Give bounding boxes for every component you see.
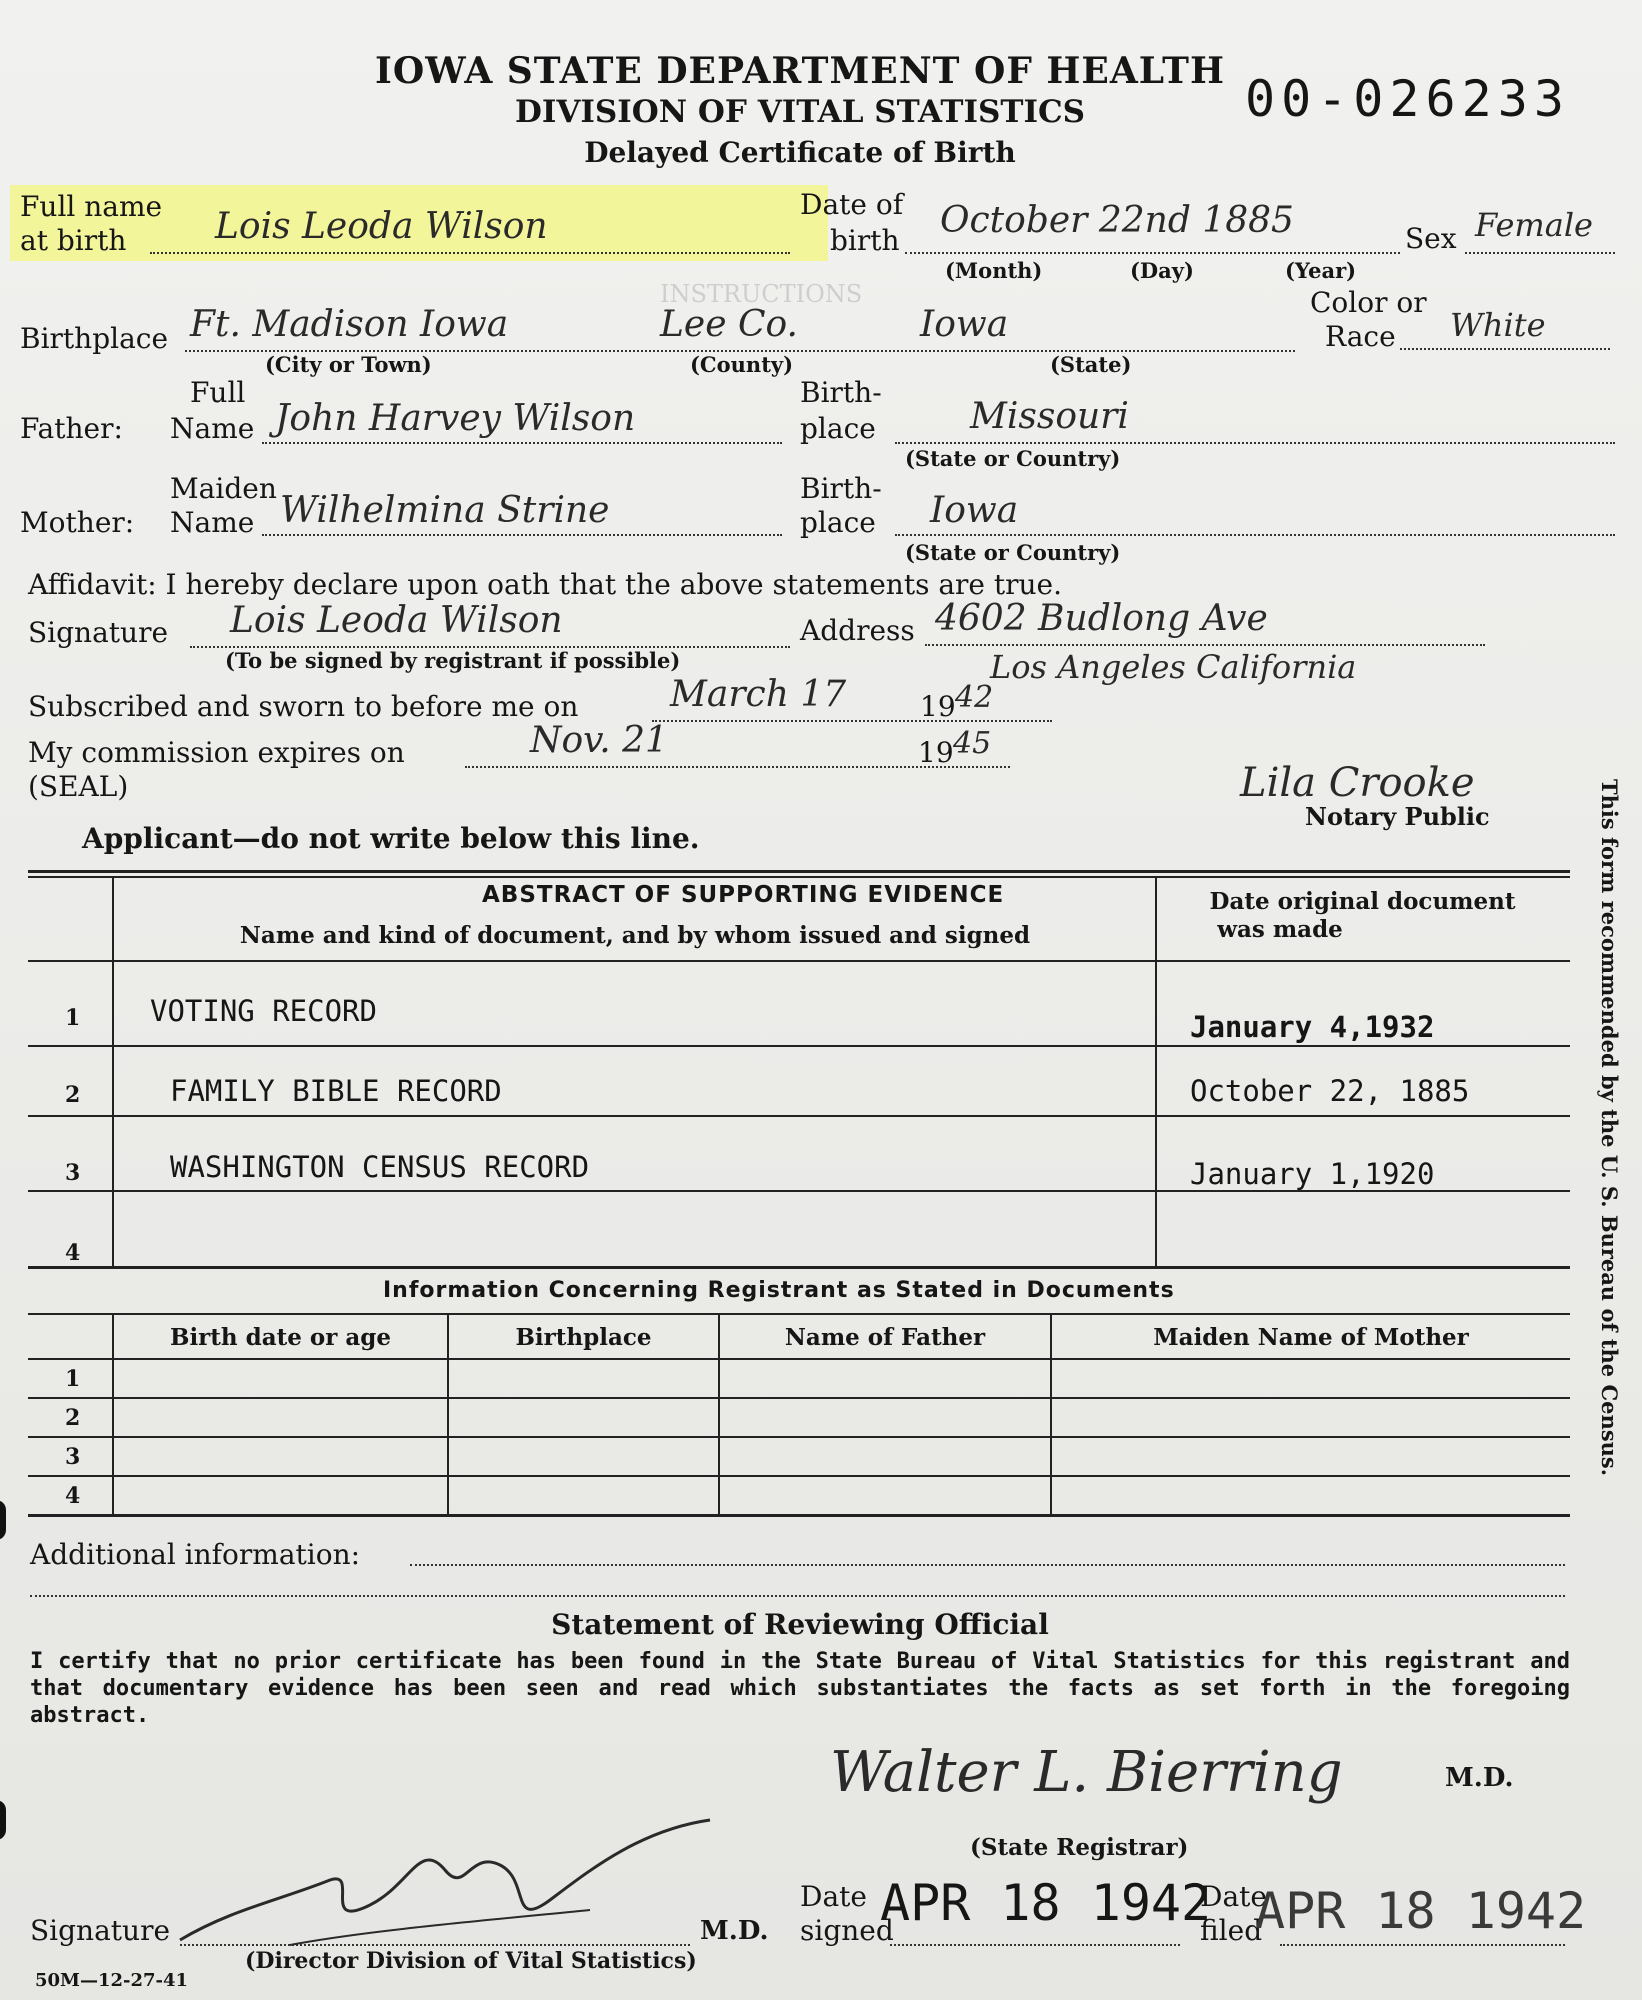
binder-hole-mark	[0, 1800, 6, 1840]
full-name-label: Full name	[20, 190, 163, 223]
date-signed-label-2: signed	[800, 1914, 894, 1947]
info-col-father: Name of Father	[784, 1324, 986, 1351]
division-title: DIVISION OF VITAL STATISTICS	[514, 94, 1086, 130]
signature-caption: (To be signed by registrant if possible)	[225, 648, 681, 673]
race-label: Race	[1325, 320, 1396, 353]
info-bottom-rule	[28, 1514, 1570, 1517]
info-title: Information Concerning Registrant as Stated in Documents	[383, 1278, 1175, 1303]
bleed-instructions: INSTRUCTIONS	[660, 280, 863, 308]
info-top-rule	[28, 1313, 1570, 1315]
abstract-header-rule	[28, 960, 1570, 962]
date-filed-label-1: Date	[1200, 1880, 1267, 1913]
date-signed-label-1: Date	[800, 1880, 867, 1913]
month-caption: (Month)	[945, 258, 1043, 283]
info-row-num: 1	[65, 1366, 81, 1392]
notary-signature: Lila Crooke	[1240, 760, 1475, 806]
address-label: Address	[800, 614, 915, 647]
mother-bp-line	[895, 534, 1615, 536]
date-filed-stamp: APR 18 1942	[1255, 1882, 1587, 1940]
address-value-2: Los Angeles California	[990, 648, 1357, 686]
abstract-title: ABSTRACT OF SUPPORTING EVIDENCE	[482, 882, 1005, 908]
additional-info-line-2	[30, 1595, 1565, 1597]
director-caption: (Director Division of Vital Statistics)	[245, 1948, 697, 1974]
abstract-col-date-1: Date original document	[1209, 888, 1516, 915]
sworn-date: March 17	[670, 674, 847, 715]
state-caption: (State)	[1050, 352, 1132, 377]
abstract-row-date: January 1,1920	[1190, 1157, 1435, 1191]
mother-maiden-label: Maiden	[170, 472, 277, 505]
census-side-note: This form recommended by the U. S. Bureau of the Census.	[1597, 779, 1622, 1477]
certificate-number: 00-026233	[1245, 70, 1570, 128]
info-header-rule	[28, 1358, 1570, 1360]
review-statement: I certify that no prior certificate has been found in the State Bureau of Vital Statistics for this registrant and that documentary evidence has been seen and read which substantiates the facts as set forth in the foregoing abstract.	[30, 1649, 1570, 1728]
mother-place-label: place	[800, 506, 876, 539]
father-label: Father:	[20, 412, 123, 445]
father-name-label: Name	[170, 412, 255, 445]
abstract-row-doc: FAMILY BIBLE RECORD	[170, 1074, 502, 1108]
abstract-row-num: 1	[65, 1005, 81, 1031]
commission-year-prefix: 19	[918, 736, 954, 769]
abstract-datecol-divider	[1155, 878, 1157, 1268]
city-caption: (City or Town)	[265, 352, 432, 377]
birthplace-county: Lee Co.	[660, 304, 798, 345]
abstract-row-num: 3	[65, 1160, 81, 1186]
abstract-top-border	[28, 870, 1570, 873]
additional-info-label: Additional information:	[30, 1538, 361, 1571]
director-signature-label: Signature	[30, 1914, 171, 1947]
county-caption: (County)	[690, 352, 794, 377]
day-caption: (Day)	[1130, 258, 1194, 283]
abstract-col-doc: Name and kind of document, and by whom issued and signed	[239, 922, 1031, 949]
date-signed-line	[890, 1944, 1180, 1946]
notary-public-label: Notary Public	[1305, 802, 1490, 831]
info-col-mother: Maiden Name of Mother	[1153, 1324, 1469, 1351]
signature-label: Signature	[28, 616, 169, 649]
abstract-row-date: January 4,1932	[1190, 1010, 1435, 1044]
birthplace-state: Iowa	[920, 304, 1009, 345]
birth-date-value: October 22nd 1885	[940, 200, 1294, 241]
registrar-signature: Walter L. Bierring	[830, 1740, 1343, 1805]
sworn-year-prefix: 19	[920, 690, 956, 723]
sex-value: Female	[1475, 206, 1593, 244]
abstract-row-num: 4	[65, 1240, 81, 1266]
info-col-birthplace: Birthplace	[515, 1324, 652, 1351]
date-signed-stamp: APR 18 1942	[880, 1874, 1212, 1932]
full-name-value: Lois Leoda Wilson	[215, 206, 548, 247]
info-row-num: 3	[65, 1444, 81, 1470]
abstract-numcol-divider	[112, 878, 114, 1268]
father-birth-label: Birth-	[800, 376, 882, 409]
agency-title: IOWA STATE DEPARTMENT OF HEALTH	[375, 50, 1225, 92]
mother-name-label: Name	[170, 506, 255, 539]
father-bp-line	[895, 442, 1615, 444]
father-birthplace-value: Missouri	[970, 396, 1129, 437]
additional-info-line-1	[410, 1564, 1565, 1566]
sex-label: Sex	[1405, 222, 1457, 255]
sworn-year: 42	[955, 680, 994, 715]
mother-name-line	[262, 534, 782, 536]
info-col-birthdate: Birth date or age	[170, 1324, 391, 1351]
abstract-col-date-2: was made	[1217, 916, 1343, 943]
father-place-label: place	[800, 412, 876, 445]
sworn-line	[652, 720, 1052, 722]
date-of-label: Date of	[800, 188, 904, 221]
abstract-row-date: October 22, 1885	[1190, 1074, 1470, 1108]
date-filed-line	[1280, 1944, 1565, 1946]
commission-date: Nov. 21	[530, 720, 668, 761]
birthplace-city: Ft. Madison Iowa	[190, 304, 509, 345]
abstract-bottom-rule	[28, 1266, 1570, 1269]
review-title: Statement of Reviewing Official	[551, 1608, 1049, 1641]
mother-bp-caption: (State or Country)	[905, 540, 1121, 565]
race-line	[1400, 348, 1610, 350]
abstract-top-border-2	[28, 876, 1570, 878]
info-row-rule-1	[28, 1397, 1570, 1399]
form-code: 50M—12-27-41	[35, 1970, 189, 1991]
affidavit-statement: Affidavit: I hereby declare upon oath that the above statements are true.	[28, 568, 1063, 601]
birth-label: birth	[830, 224, 900, 257]
year-caption: (Year)	[1285, 258, 1357, 283]
info-row-num: 2	[65, 1405, 81, 1431]
abstract-row-doc: VOTING RECORD	[150, 994, 377, 1028]
sworn-label: Subscribed and sworn to before me on	[28, 690, 579, 723]
info-row-rule-2	[28, 1436, 1570, 1438]
father-name-line	[262, 442, 782, 444]
registrant-signature: Lois Leoda Wilson	[230, 600, 563, 641]
commission-label: My commission expires on	[28, 736, 405, 769]
father-bp-caption: (State or Country)	[905, 446, 1121, 471]
address-value-1: 4602 Budlong Ave	[935, 598, 1268, 639]
father-name-value: John Harvey Wilson	[275, 398, 636, 439]
seal-label: (SEAL)	[28, 770, 129, 803]
registrar-md: M.D.	[1445, 1763, 1514, 1793]
date-filed-label-2: filed	[1200, 1914, 1263, 1947]
color-label: Color or	[1310, 286, 1427, 319]
mother-birth-label: Birth-	[800, 472, 882, 505]
info-row-num: 4	[65, 1483, 81, 1509]
director-md: M.D.	[700, 1916, 769, 1946]
form-title: Delayed Certificate of Birth	[584, 136, 1016, 169]
full-name-line	[150, 252, 790, 254]
commission-year: 45	[953, 726, 992, 761]
registrar-caption: (State Registrar)	[970, 1834, 1189, 1861]
abstract-row-rule-2	[28, 1115, 1570, 1117]
father-full-label: Full	[190, 376, 246, 409]
abstract-row-rule-1	[28, 1045, 1570, 1047]
mother-label: Mother:	[20, 506, 135, 539]
address-line	[925, 644, 1485, 646]
sex-line	[1465, 252, 1615, 254]
date-line	[905, 252, 1400, 254]
abstract-row-num: 2	[65, 1082, 81, 1108]
applicant-note: Applicant—do not write below this line.	[82, 822, 700, 855]
director-signature-scribble	[170, 1810, 730, 1960]
binder-hole-mark	[0, 1500, 6, 1540]
abstract-row-doc: WASHINGTON CENSUS RECORD	[170, 1150, 590, 1184]
mother-birthplace-value: Iowa	[930, 490, 1019, 531]
mother-name-value: Wilhelmina Strine	[280, 490, 610, 531]
at-birth-label: at birth	[20, 224, 127, 257]
info-row-rule-3	[28, 1475, 1570, 1477]
birthplace-label: Birthplace	[20, 322, 169, 355]
race-value: White	[1450, 306, 1546, 344]
